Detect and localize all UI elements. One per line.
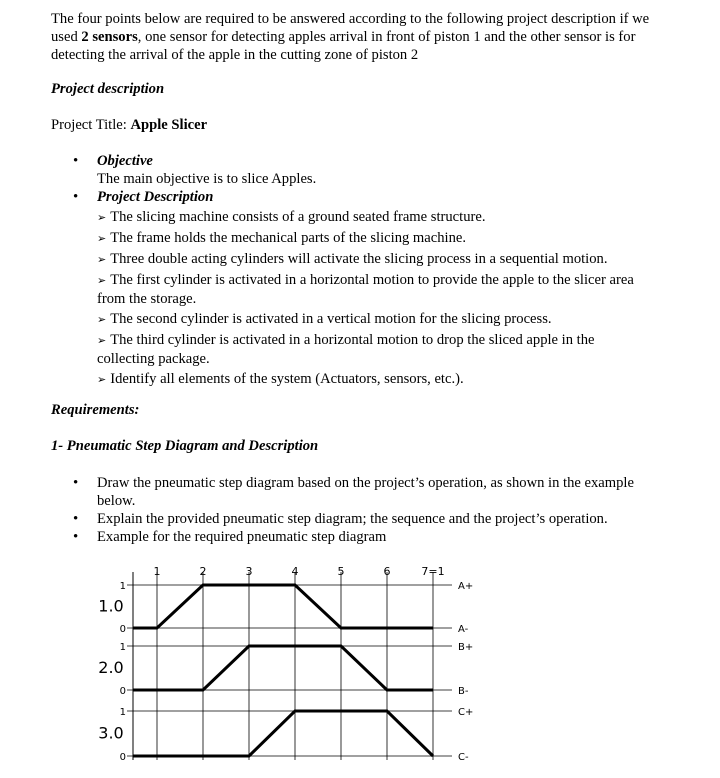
series-line bbox=[133, 711, 433, 756]
arrow-icon: ➢ bbox=[97, 313, 107, 326]
list-item: ➢ Three double acting cylinders will activate the slicing process in a sequential motion. bbox=[97, 251, 608, 267]
arrow-icon: ➢ bbox=[97, 253, 107, 266]
intro-text-1: The four points below are required to be answered according to the following project description if we used bbox=[51, 11, 650, 45]
x-tick-label: 4 bbox=[291, 565, 299, 578]
project-title-value: Apple Slicer bbox=[130, 117, 208, 133]
list-item: • Draw the pneumatic step diagram based on the project’s operation, as shown in the example below. bbox=[51, 474, 651, 510]
y-tick-label: 0 bbox=[119, 624, 126, 635]
y-tick-label: 1 bbox=[119, 707, 126, 718]
series-line bbox=[133, 585, 433, 628]
series-label: 1.0 bbox=[98, 596, 124, 616]
arrow-icon: ➢ bbox=[97, 274, 107, 287]
y-tick-label: 0 bbox=[119, 752, 126, 763]
project-description-heading: Project description bbox=[51, 81, 165, 97]
series-label: 3.0 bbox=[98, 723, 124, 743]
arrow-icon: ➢ bbox=[97, 232, 107, 245]
series-label: 2.0 bbox=[98, 658, 124, 677]
x-tick-label: 5 bbox=[337, 565, 345, 578]
y-tick-label: 1 bbox=[119, 581, 126, 592]
objective-text: The main objective is to slice Apples. bbox=[97, 171, 317, 187]
arrow-icon: ➢ bbox=[97, 373, 107, 386]
y-tick-label: 0 bbox=[119, 686, 126, 697]
list-item: ➢ The third cylinder is activated in a horizontal motion to drop the sliced apple in the collecting package. bbox=[97, 332, 595, 367]
x-tick-label: 6 bbox=[383, 565, 391, 578]
document-body bbox=[51, 10, 651, 389]
objective-item bbox=[51, 152, 651, 188]
list-item: ➢ The slicing machine consists of a ground seated frame structure. bbox=[97, 209, 486, 225]
arrow-icon: ➢ bbox=[97, 334, 107, 347]
list-item: ➢ The second cylinder is activated in a vertical motion for the slicing process. bbox=[97, 311, 552, 327]
x-tick-label: 2 bbox=[199, 565, 207, 578]
arrow-icon: ➢ bbox=[97, 211, 107, 224]
objective-heading: • Objective bbox=[97, 153, 153, 169]
requirements-heading: Requirements: bbox=[51, 402, 140, 418]
list-item: ➢ The frame holds the mechanical parts of the slicing machine. bbox=[97, 230, 467, 246]
x-tick-label: 3 bbox=[245, 565, 253, 578]
state-label-high: C+ bbox=[458, 707, 474, 718]
state-label-high: A+ bbox=[458, 581, 474, 592]
state-label-low: A- bbox=[458, 624, 469, 635]
step1-heading: 1- Pneumatic Step Diagram and Description bbox=[51, 438, 319, 454]
list-item: • Example for the required pneumatic step diagram bbox=[51, 528, 651, 546]
intro-text-2: , one sensor for detecting apples arrival in front of piston 1 and the other sensor is for detecting the arrival of the apple in the cutting zone of piston 2 bbox=[51, 29, 636, 63]
state-label-low: B- bbox=[458, 686, 469, 697]
intro-paragraph bbox=[51, 10, 651, 64]
objective-list bbox=[51, 152, 651, 389]
list-item: ➢ Identify all elements of the system (Actuators, sensors, etc.). bbox=[97, 371, 464, 387]
x-tick-label: 7=1 bbox=[421, 565, 445, 578]
list-item: • Explain the provided pneumatic step diagram; the sequence and the project’s operation. bbox=[51, 510, 651, 528]
series-line bbox=[133, 646, 433, 690]
project-title: Project Title: Apple Slicer bbox=[51, 117, 208, 133]
state-label-high: B+ bbox=[458, 642, 474, 653]
step1-bullets bbox=[51, 474, 651, 546]
description-heading: • Project Description bbox=[97, 189, 214, 205]
x-tick-label: 1 bbox=[153, 565, 161, 578]
state-label-low: C- bbox=[458, 752, 469, 763]
list-item: ➢ The first cylinder is activated in a horizontal motion to provide the apple to the slicer area from the storage. bbox=[97, 272, 634, 307]
pneumatic-step-diagram bbox=[0, 560, 720, 778]
project-description-item bbox=[51, 188, 651, 389]
intro-bold: 2 sensors bbox=[81, 29, 138, 45]
y-tick-label: 1 bbox=[119, 642, 126, 653]
